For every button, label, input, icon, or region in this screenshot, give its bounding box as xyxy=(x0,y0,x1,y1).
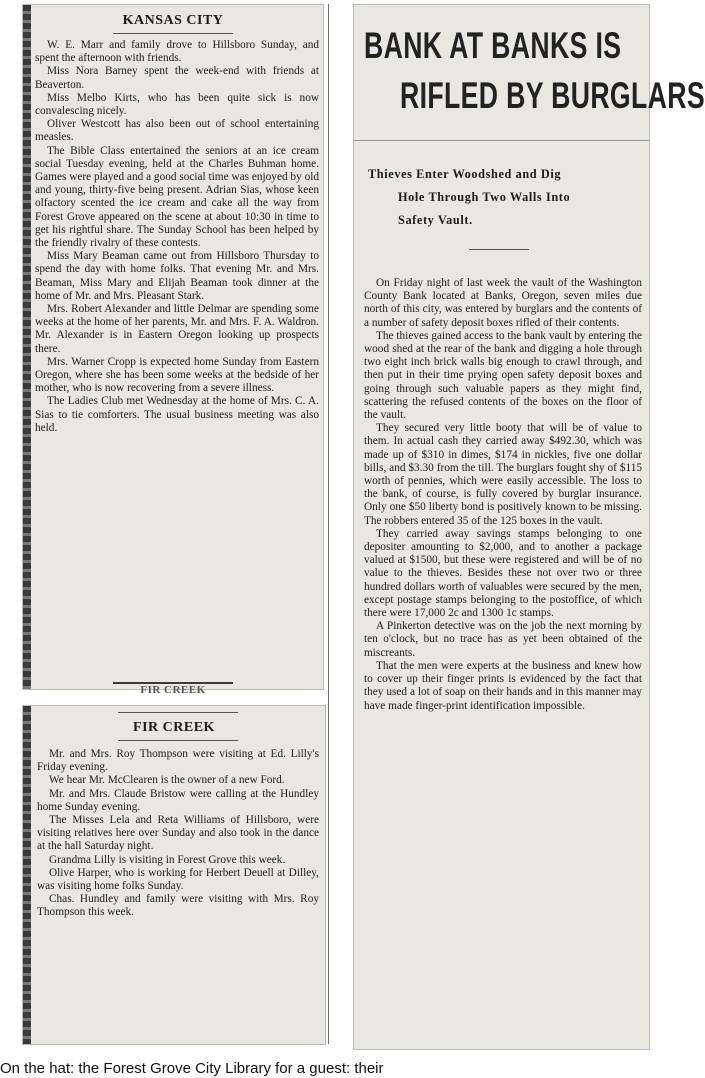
news-paragraph: Miss Nora Barney spent the week-end with friends at Beaverton. xyxy=(35,65,319,91)
news-paragraph: Oliver Westcott has also been out of school entertaining measles. xyxy=(35,118,319,144)
kansas-city-body xyxy=(35,39,319,435)
bank-robbery-clipping xyxy=(353,4,705,1050)
fir-creek-clipping xyxy=(22,705,326,1045)
clipping-edge-shadow xyxy=(23,5,31,689)
news-paragraph: The Ladies Club met Wednesday at the home of Mrs. C. A. Sias to tie comforters. The usual business meeting was also held. xyxy=(35,395,319,434)
news-paragraph: The thieves gained access to the bank vault by entering the wood shed at the rear of the bank and digging a hole through two eight inch brick walls big enough to crawl through, and then put in their time prying open safety deposit boxes and going through such valuable papers as they might find, scattering the refused contents of the boxes on the floor of the vault. xyxy=(364,329,643,422)
news-paragraph: Mrs. Warner Cropp is expected home Sunday from Eastern Oregon, where she has been some weeks at the bedside of her mother, who is now recovering from a severe illness. xyxy=(35,355,319,395)
news-paragraph: Miss Melbo Kirts, who has been quite sick is now convalescing nicely. xyxy=(35,91,319,118)
headline-underline xyxy=(118,740,238,741)
page-caption: On the hat: the Forest Grove City Library for a guest: their xyxy=(0,1060,384,1077)
clipping-edge-shadow xyxy=(23,706,31,1044)
news-paragraph: Miss Mary Beaman came out from Hillsboro Thursday to spend the day with home folks. That evening Mr. and Mrs. Beaman, Miss Mary and Elijah Beaman took dinner at the home of Mr. and Mrs. Pleasant Stark. xyxy=(35,250,319,302)
column-rule xyxy=(328,4,329,1044)
bank-story-body xyxy=(364,277,642,713)
news-paragraph: Grandma Lilly is visiting in Forest Grove this week. xyxy=(49,853,286,866)
kansas-city-clipping xyxy=(22,4,324,696)
news-paragraph: W. E. Marr and family drove to Hillsboro Sunday, and spent the afternoon with friends. xyxy=(35,39,319,65)
news-paragraph: Olive Harper, who is working for Herbert Deuell at Dilley, was visiting home folks Sunday. xyxy=(37,866,319,893)
news-paragraph: On Friday night of last week the vault of the Washington County Bank located at Banks, Oregon, seven miles due north of this city, was entered by burglars and the contents of a number of safety deposit boxes rifled of their contents. xyxy=(364,277,642,329)
news-paragraph: They carried away savings stamps belonging to one depositer amounting to $2,000, and to another a package valued at $1500, but these were registered and will be of no value to the thieves. Besides these not over two or three hundred dollars worth of valuables were secured by the men, except postage stamps belonging to the postoffice, of which there were 17,000 2c and 1300 1c stamps. xyxy=(364,527,642,620)
news-paragraph: We hear Mr. McClearen is the owner of a new Ford. xyxy=(49,774,285,787)
subhead-line: Thieves Enter Woodshed and Dig xyxy=(368,167,562,181)
headline-underline xyxy=(113,33,233,34)
headline-divider xyxy=(354,140,649,141)
bank-headline-line1: BANK AT BANKS IS xyxy=(364,25,622,66)
news-paragraph: They secured very little booty that will be of value to them. In actual cash they carried away $492.30, which was made up of $310 in dimes, $174 in nickles, five one dollar bills, and $3.30 from the till. The burglars fought shy of $115 worth of pennies, which were easily accessible. The loss to the bank, of course, is fully covered by burglar insurance. Only one $50 liberty bond is positively known to be missing. The robbers entered 35 of the 125 boxes in the vault. xyxy=(364,422,642,527)
news-paragraph: That the men were experts at the business and knew how to cover up their finger prints is evidenced by the fact that they used a lot of soap on their hands and in this manner may have made finger-print identification impossible. xyxy=(364,659,642,712)
news-paragraph: Chas. Hundley and family were visiting with Mrs. Roy Thompson this week. xyxy=(37,893,319,919)
fir-creek-headline: FIR CREEK xyxy=(133,720,215,735)
subhead-line: Hole Through Two Walls Into xyxy=(398,190,571,204)
bank-subhead xyxy=(368,163,637,232)
news-paragraph: Mr. and Mrs. Roy Thompson were visiting at Ed. Lilly's Friday evening. xyxy=(37,748,319,774)
news-paragraph: Mr. and Mrs. Claude Bristow were calling at the Hundley home Sunday evening. xyxy=(37,787,319,813)
news-paragraph: A Pinkerton detective was on the job the next morning by ten o'clock, but no trace has as yet been obtained of the miscreants. xyxy=(364,620,642,659)
bank-headline-line2: RIFLED BY BURGLARS xyxy=(400,75,705,116)
news-paragraph: The Bible Class entertained the seniors at an ice cream social Tuesday evening, held at the Charles Buhman home. Games were played and a good social time was enjoyed by old and young, thirty-five being present. Adrian Sias, whose keen olfactory scented the ice cream and cake all the way from Forest Grove appeared on the scene at about 10:30 in time to get his rightful share. The Sunday School has been helped by the friendly rivalry of these contests. xyxy=(35,144,319,250)
kansas-city-headline: KANSAS CITY xyxy=(122,13,224,28)
subhead-divider xyxy=(469,249,529,250)
top-rule xyxy=(118,712,238,713)
fir-creek-body xyxy=(37,748,319,920)
news-paragraph: Mrs. Robert Alexander and little Delmar are spending some weeks at the home of her parents, Mr. and Mrs. F. A. Waldron. Mr. Alexander is in Eastern Oregon looking up prospects there. xyxy=(35,303,319,355)
subhead-line: Safety Vault. xyxy=(398,213,473,227)
news-paragraph: The Misses Lela and Reta Williams of Hillsboro, were visiting relatives here over Sunday and also took in the dance at the hall Saturday night. xyxy=(37,814,319,853)
cut-off-headline: FIR CREEK xyxy=(140,684,206,696)
